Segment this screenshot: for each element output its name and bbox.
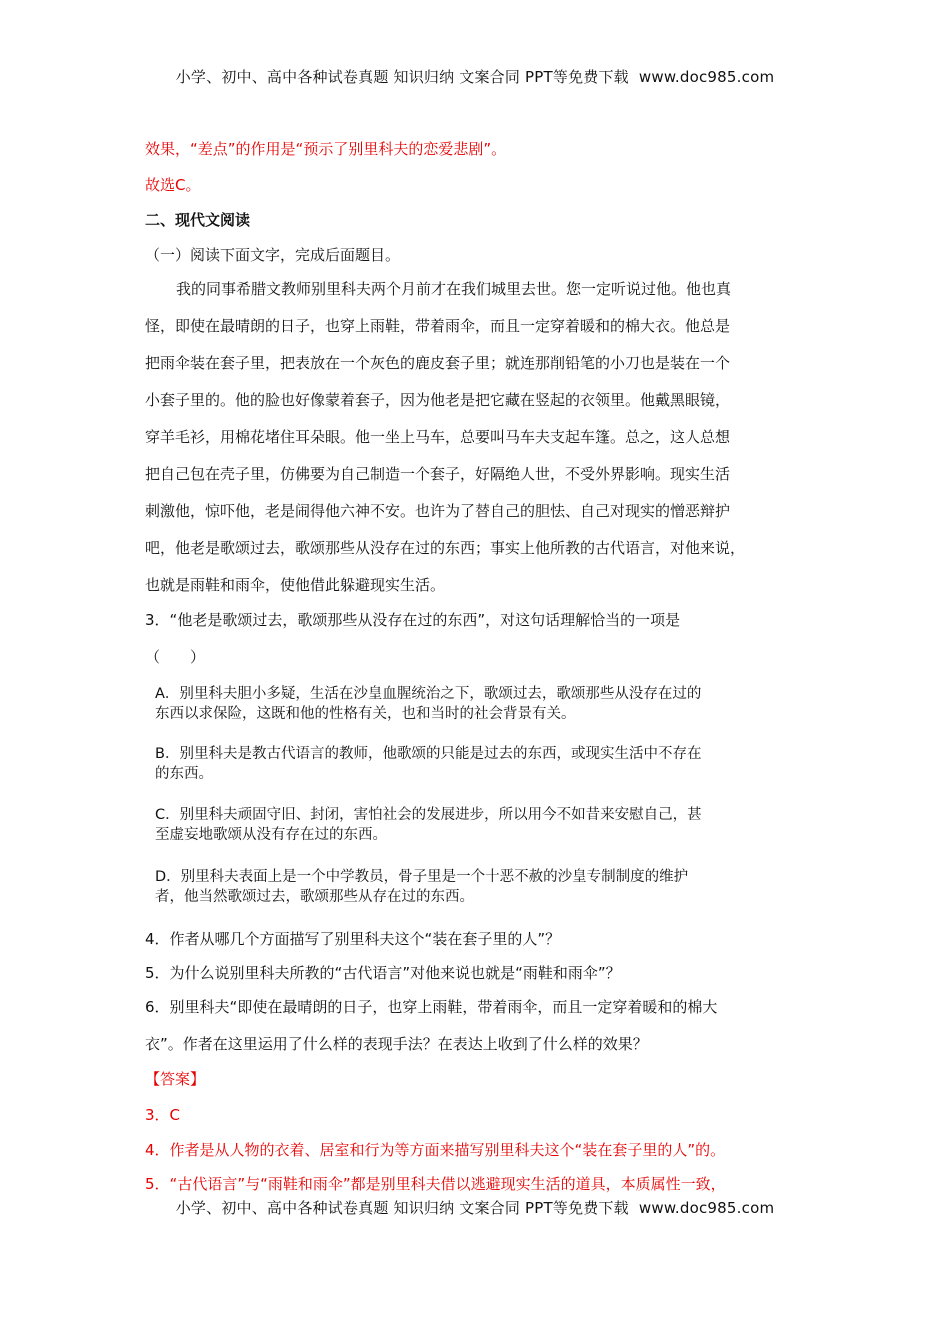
option-b-line-1: B．别里科夫是教古代语言的教师，他歌颂的只能是过去的东西，或现实生活中不存在	[155, 746, 702, 762]
question-3: 3．“他老是歌颂过去，歌颂那些从没存在过的东西”，对这句话理解恰当的一项是	[145, 611, 681, 629]
question-6-line-1: 6．别里科夫“即使在最晴朗的日子，也穿上雨鞋，带着雨伞，而且一定穿着暖和的棉大	[145, 998, 718, 1016]
question-3-answer-blank: （ ）	[145, 648, 206, 666]
option-c-line-2: 至虚妄地歌颂从没有存在过的东西。	[155, 827, 387, 843]
header-banner	[0, 66, 950, 87]
prev-answer-line-2: 故选C。	[145, 176, 201, 194]
footer-banner-site[interactable]: www.doc985.com	[638, 1199, 775, 1217]
option-b	[155, 744, 701, 784]
passage-line-7: 刺激他，惊吓他，老是闹得他六神不安。也许为了替自己的胆怯、自己对现实的憎恶辩护	[145, 502, 731, 520]
option-a-line-1: A．别里科夫胆小多疑，生活在沙皇血腥统治之下，歌颂过去，歌颂那些从没存在过的	[155, 686, 702, 702]
option-c	[155, 805, 702, 845]
header-banner-site[interactable]: www.doc985.com	[638, 68, 775, 86]
question-6-line-2: 衣”。作者在这里运用了什么样的表现手法？在表达上收到了什么样的效果？	[145, 1035, 648, 1053]
section-heading: 二、现代文阅读	[145, 211, 251, 229]
passage-line-1: 我的同事希腊文教师别里科夫两个月前才在我们城里去世。您一定听说过他。他也真	[176, 280, 732, 298]
option-a	[155, 684, 701, 724]
passage-line-2: 怪，即使在最晴朗的日子，也穿上雨鞋，带着雨伞，而且一定穿着暖和的棉大衣。他总是	[145, 317, 731, 335]
passage-line-5: 穿羊毛衫，用棉花堵住耳朵眼。他一坐上马车，总要叫马车夫支起车篷。总之，这人总想	[145, 428, 731, 446]
option-c-line-1: C．别里科夫顽固守旧、封闭，害怕社会的发展进步，所以用今不如昔来安慰自己，甚	[155, 807, 702, 823]
option-d-line-1: D．别里科夫表面上是一个中学教员，骨子里是一个十恶不赦的沙皇专制制度的维护	[155, 869, 689, 885]
option-d-line-2: 者，他当然歌颂过去，歌颂那些从存在过的东西。	[155, 889, 474, 905]
answer-5: 5．“古代语言”与“雨鞋和雨伞”都是别里科夫借以逃避现实生活的道具，本质属性一致，	[145, 1175, 726, 1193]
question-4: 4．作者从哪几个方面描写了别里科夫这个“装在套子里的人”？	[145, 930, 561, 948]
passage-line-8: 吧，他老是歌颂过去，歌颂那些从没存在过的东西；事实上他所教的古代语言，对他来说，	[145, 539, 746, 557]
passage-line-4: 小套子里的。他的脸也好像蒙着套子，因为他老是把它藏在竖起的衣领里。他戴黑眼镜，	[145, 391, 731, 409]
footer-banner	[0, 1197, 950, 1218]
passage-line-9: 也就是雨鞋和雨伞，使他借此躲避现实生活。	[145, 576, 446, 594]
answer-label: 【答案】	[145, 1070, 206, 1088]
option-a-line-2: 东西以求保险，这既和他的性格有关，也和当时的社会背景有关。	[155, 706, 576, 722]
option-d	[155, 867, 688, 907]
question-5: 5．为什么说别里科夫所教的“古代语言”对他来说也就是“雨鞋和雨伞”？	[145, 964, 621, 982]
passage-line-3: 把雨伞装在套子里，把表放在一个灰色的鹿皮套子里；就连那削铅笔的小刀也是装在一个	[145, 354, 731, 372]
footer-banner-text: 小学、初中、高中各种试卷真题 知识归纳 文案合同 PPT等免费下载	[175, 1199, 629, 1217]
answer-3: 3．C	[145, 1106, 181, 1124]
header-banner-text: 小学、初中、高中各种试卷真题 知识归纳 文案合同 PPT等免费下载	[175, 68, 629, 86]
option-b-line-2: 的东西。	[155, 766, 213, 782]
answer-4: 4．作者是从人物的衣着、居室和行为等方面来描写别里科夫这个“装在套子里的人”的。	[145, 1141, 726, 1159]
section-subheading: （一）阅读下面文字，完成后面题目。	[145, 246, 401, 264]
prev-answer-line-1: 效果，“差点”的作用是“预示了别里科夫的恋爱悲剧”。	[145, 140, 507, 158]
passage-line-6: 把自己包在壳子里，仿佛要为自己制造一个套子，好隔绝人世，不受外界影响。现实生活	[145, 465, 731, 483]
